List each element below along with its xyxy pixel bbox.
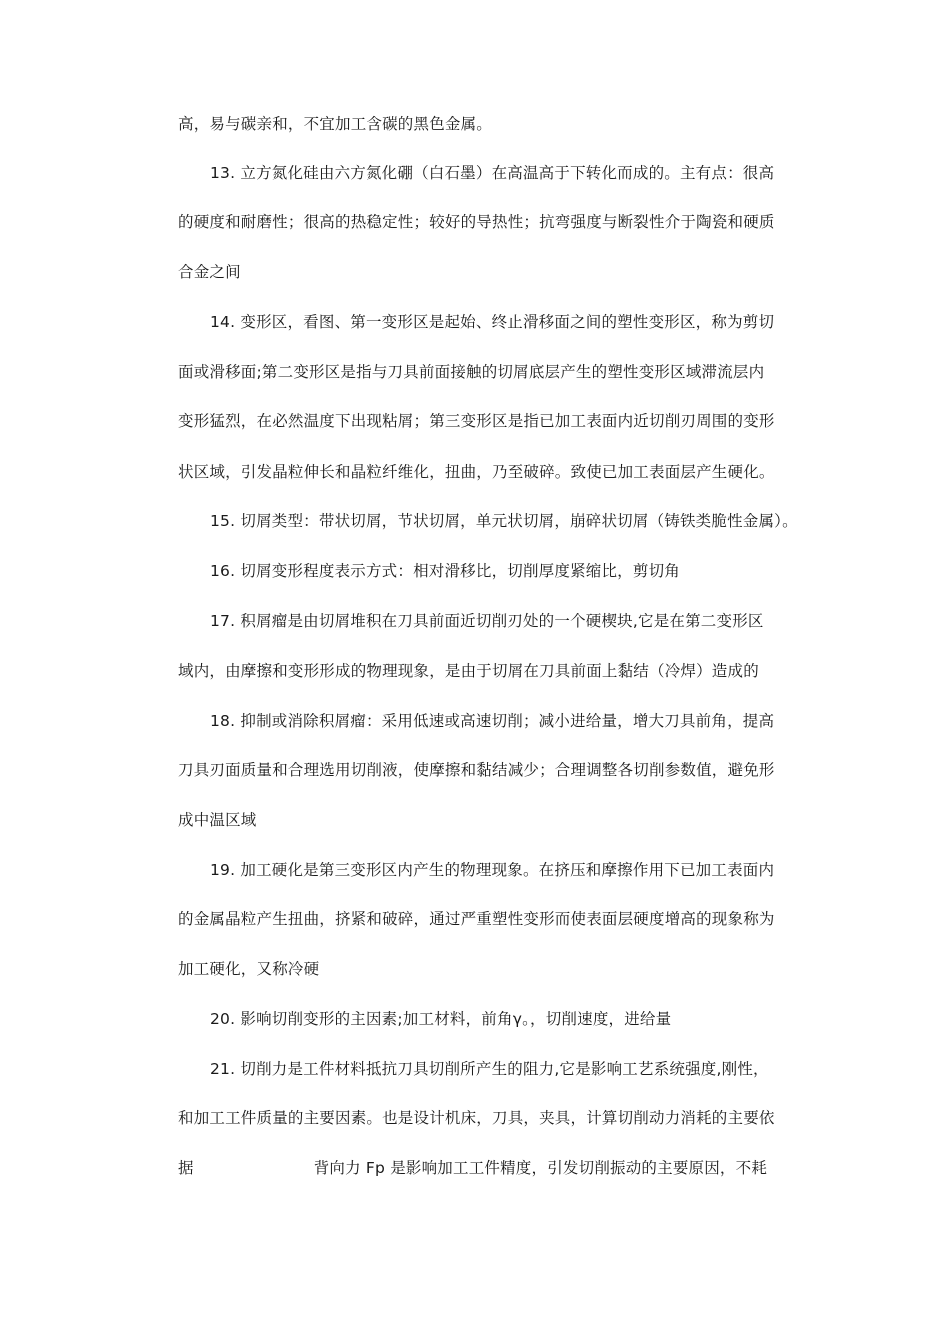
text-line: 加工硬化，又称冷硬 [178,960,320,978]
text-line: 15. 切屑类型：带状切屑，节状切屑，单元状切屑，崩碎状切屑（铸铁类脆性金属）。 [210,512,798,530]
text-line [178,1157,808,1179]
text-line: 变形猛烈，在必然温度下出现粘屑；第三变形区是指已加工表面内近切削刃周围的变形 [178,412,775,430]
text-line: 成中温区域 [178,811,257,829]
text-fragment: 据 [178,1159,194,1177]
text-line: 的硬度和耐磨性；很高的热稳定性；较好的导热性；抗弯强度与断裂性介于陶瓷和硬质 [178,213,775,231]
text-line: 18. 抑制或消除积屑瘤：采用低速或高速切削；减小进给量，增大刀具前角，提高 [210,712,775,730]
text-line: 刀具刃面质量和合理选用切削液，使摩擦和黏结减少；合理调整各切削参数值，避免形 [178,761,775,779]
text-line: 合金之间 [178,263,241,281]
text-line: 20. 影响切削变形的主因素;加工材料，前角γ。，切削速度，进给量 [210,1010,672,1028]
text-line: 状区域，引发晶粒伸长和晶粒纤维化，扭曲，乃至破碎。致使已加工表面层产生硬化。 [178,463,775,481]
text-line: 17. 积屑瘤是由切屑堆积在刀具前面近切削刃处的一个硬楔块,它是在第二变形区 [210,612,764,630]
text-line: 高，易与碳亲和，不宜加工含碳的黑色金属。 [178,115,493,133]
text-line: 16. 切屑变形程度表示方式：相对滑移比，切削厚度紧缩比，剪切角 [210,562,680,580]
text-line: 19. 加工硬化是第三变形区内产生的物理现象。在挤压和摩擦作用下已加工表面内 [210,861,775,879]
text-line: 和加工工件质量的主要因素。也是设计机床，刀具，夹具，计算切削动力消耗的主要依 [178,1109,775,1127]
text-fragment: 背向力 Fp 是影响加工工件精度，引发切削振动的主要原因，不耗 [313,1159,768,1177]
text-line: 的金属晶粒产生扭曲，挤紧和破碎，通过严重塑性变形而使表面层硬度增高的现象称为 [178,910,775,928]
text-line: 14. 变形区，看图、第一变形区是起始、终止滑移面之间的塑性变形区，称为剪切 [210,313,775,331]
text-line: 21. 切削力是工件材料抵抗刀具切削所产生的阻力,它是影响工艺系统强度,刚性， [210,1060,769,1078]
text-line: 域内，由摩擦和变形形成的物理现象，是由于切屑在刀具前面上黏结（冷焊）造成的 [178,662,759,680]
text-line: 面或滑移面;第二变形区是指与刀具前面接触的切屑底层产生的塑性变形区域滞流层内 [178,363,765,381]
text-line: 13. 立方氮化硅由六方氮化硼（白石墨）在高温高于下转化而成的。主有点：很高 [210,164,775,182]
